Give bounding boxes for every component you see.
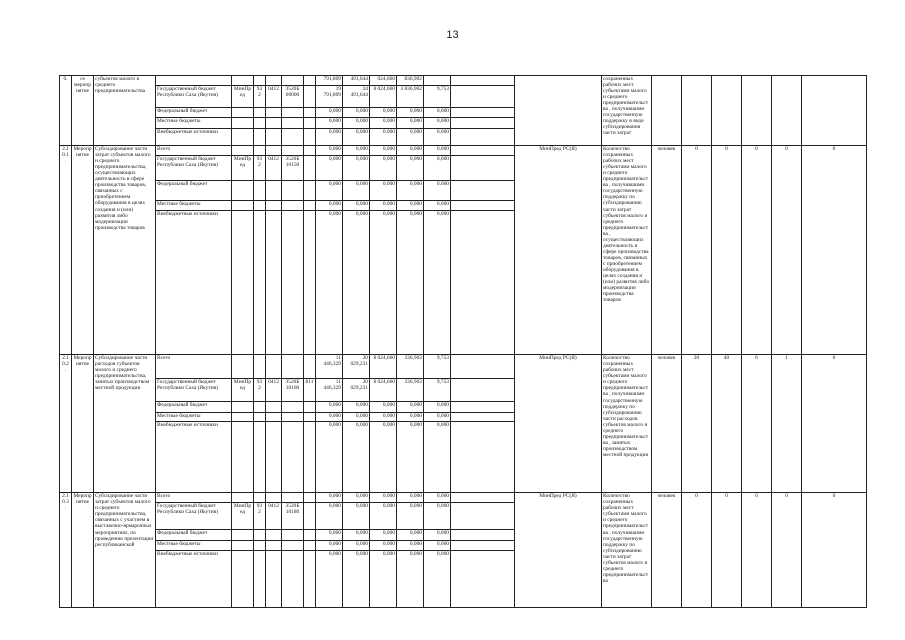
indicator-target: 30 [682, 355, 712, 493]
code-cell [232, 107, 254, 118]
funding-value: 0,000 [424, 412, 451, 422]
row-number: 2.1 0.2 . [60, 355, 72, 493]
code-cell [266, 107, 282, 118]
code-cell [232, 550, 254, 607]
code-cell [254, 201, 266, 211]
funding-value: 0,000 [370, 155, 397, 180]
funding-source: Внебюджетные источники [156, 129, 232, 146]
indicator-target: 1 [772, 355, 802, 493]
funding-value: 0,000 [370, 118, 397, 129]
code-cell [304, 493, 316, 503]
code-cell [232, 118, 254, 129]
funding-value: 0,000 [343, 530, 370, 541]
code-cell [304, 412, 316, 422]
funding-value: 0,000 [397, 155, 424, 180]
funding-source: Внебюджетные источники [156, 550, 232, 607]
funding-value [451, 355, 515, 378]
code-cell [304, 550, 316, 607]
funding-value: 0,000 [397, 210, 424, 354]
funding-value: 9,753 [424, 378, 451, 401]
code-cell [254, 422, 266, 493]
funding-value: 0,000 [397, 181, 424, 201]
funding-value: 0,000 [424, 530, 451, 541]
code-cell [304, 146, 316, 156]
indicator-target: 0 [772, 493, 802, 608]
funding-source: Государственный бюджет Республики Саха (Якутия) [156, 378, 232, 401]
funding-value: 0,000 [424, 181, 451, 201]
code-cell [282, 146, 304, 156]
funding-source: Федеральный бюджет [156, 401, 232, 412]
funding-value [451, 129, 515, 146]
indicator-target: 40 [712, 355, 742, 493]
code-cell [282, 201, 304, 211]
code-cell [304, 210, 316, 354]
code-cell [304, 530, 316, 541]
funding-value: 336,902 [397, 378, 424, 401]
code-cell [254, 76, 266, 86]
funding-value: 0,000 [424, 129, 451, 146]
code-cell [304, 181, 316, 201]
pr-code: 0412 [266, 85, 282, 107]
funding-value: 0,000 [397, 540, 424, 550]
funding-value: 0,000 [397, 412, 424, 422]
funding-value: 0,000 [343, 540, 370, 550]
code-cell [304, 107, 316, 118]
code-cell [282, 530, 304, 541]
funding-source: Федеральный бюджет [156, 530, 232, 541]
funding-value [451, 378, 515, 401]
code-cell [232, 76, 254, 86]
funding-value: 0,000 [343, 155, 370, 180]
executor [515, 76, 602, 146]
code-cell [232, 540, 254, 550]
indicator-target [772, 76, 802, 146]
code-cell [254, 493, 266, 503]
indicator-name: Количество сохраненных рабочих мест субъектами малого и среднего предпринимательства , получившими государственную поддержку по субсидированию части затрат субъектов малого и среднего предпринимательства , осуществляющих деятельность в сфере производства товаров, связанных с приобретением оборудования в целях создания и (или) развития либо модернизации производства товаров [602, 146, 652, 355]
funding-value: 0,000 [316, 129, 343, 146]
code-cell [266, 201, 282, 211]
funding-value: 0,000 [316, 401, 343, 412]
code-cell [232, 412, 254, 422]
code-cell [282, 76, 304, 86]
funding-source: Всего [156, 493, 232, 503]
funding-source: Местные бюджеты [156, 540, 232, 550]
funding-value: 8 024,660 [370, 85, 397, 107]
measure-type: Мероприятие [72, 493, 94, 608]
indicator-target: 0 [682, 146, 712, 355]
indicator-target [712, 76, 742, 146]
funding-value [451, 550, 515, 607]
funding-value: 0,000 [316, 107, 343, 118]
row-number: 2.1 0.1 . [60, 146, 72, 355]
indicator-target: 0 [772, 146, 802, 355]
indicator-target: 6 [742, 355, 772, 493]
measure-name: Субсидирование части затрат субъектов малого и среднего предпринимательства, связанных с участием в выставочно-ярмарочных мероприятиях, по проведению презентации республиканской [94, 493, 156, 608]
funding-value: 0,000 [316, 550, 343, 607]
funding-value [451, 210, 515, 354]
code-cell [304, 118, 316, 129]
code-cell [254, 107, 266, 118]
funding-value: 0,000 [424, 201, 451, 211]
table-row [60, 493, 867, 503]
funding-value: 3 836,902 [397, 85, 424, 107]
funding-value [451, 85, 515, 107]
funding-value [451, 107, 515, 118]
code-cell [304, 422, 316, 493]
funding-value: 0,000 [424, 493, 451, 503]
funding-value: 0,000 [370, 201, 397, 211]
funding-value: 8 024,660 [370, 378, 397, 401]
funding-value: 0,000 [316, 422, 343, 493]
code-cell [232, 422, 254, 493]
vr-code [304, 155, 316, 180]
funding-value: 0,000 [397, 422, 424, 493]
code-cell [232, 401, 254, 412]
funding-value: 0,000 [397, 550, 424, 607]
code-cell [254, 118, 266, 129]
code-cell [232, 210, 254, 354]
indicator-name: Количество сохраненных рабочих мест субъектами малого и среднего предпринимательства , получившими государственную поддержку по субсидированию части затрат субъектов малого и среднего предпринимательства [602, 493, 652, 608]
code-cell [282, 422, 304, 493]
funding-value: 0,000 [316, 210, 343, 354]
funding-source: Внебюджетные источники [156, 210, 232, 354]
funding-value: 0,000 [397, 146, 424, 156]
grbs-code: МинПред [232, 85, 254, 107]
indicator-name: сохраненных рабочих мест субъектами малого и среднего предпринимательства , получившими государственную поддержку в виде субсидирования части затрат [602, 76, 652, 146]
funding-value: 8 024,660 [370, 355, 397, 378]
funding-value: 0,000 [343, 401, 370, 412]
funding-value: 0,000 [316, 502, 343, 530]
indicator-unit: человек [652, 355, 682, 493]
funding-value: 024,660 [370, 76, 397, 86]
funding-value: 0,000 [397, 530, 424, 541]
code-cell [304, 76, 316, 86]
funding-value: 0,000 [343, 181, 370, 201]
indicator-target: 0 [802, 355, 867, 493]
funding-value: 0,000 [424, 401, 451, 412]
code-cell [232, 146, 254, 156]
funding-source: Всего [156, 146, 232, 156]
code-cell [282, 355, 304, 378]
code-cell [304, 540, 316, 550]
executor: МинПред РС(Я) [515, 146, 602, 355]
vr-code [304, 502, 316, 530]
indicator-target: 0 [742, 493, 772, 608]
funding-value: 0,000 [370, 540, 397, 550]
table-row [60, 146, 867, 156]
rz-code: 93 2 [254, 502, 266, 530]
funding-value: 9,753 [424, 85, 451, 107]
funding-value: 0,000 [397, 107, 424, 118]
funding-source: Местные бюджеты [156, 412, 232, 422]
pr-code: 0412 [266, 155, 282, 180]
program-budget-table [59, 75, 867, 608]
funding-value: 0,000 [424, 146, 451, 156]
funding-value: 0,000 [370, 422, 397, 493]
funding-value [451, 540, 515, 550]
code-cell [254, 181, 266, 201]
funding-value: 0,000 [370, 181, 397, 201]
funding-value: 0,000 [397, 201, 424, 211]
funding-value: 11 446,329 [316, 355, 343, 378]
code-cell [254, 146, 266, 156]
funding-value: 0,000 [343, 502, 370, 530]
indicator-unit: человек [652, 146, 682, 355]
code-cell [282, 401, 304, 412]
code-cell [282, 129, 304, 146]
funding-value: 0,000 [343, 550, 370, 607]
measure-name: субъектов малого и среднего предпринимательства [94, 76, 156, 146]
funding-value: 0,000 [343, 201, 370, 211]
funding-value: 0,000 [316, 155, 343, 180]
funding-value [451, 76, 515, 86]
measure-name: Субсидирование части расходов субъектов малого и среднего предпринимательства, занятых производством местной продукции [94, 355, 156, 493]
indicator-target [682, 76, 712, 146]
table-row [60, 76, 867, 86]
funding-source [156, 76, 232, 86]
grbs-code: МинПред [232, 155, 254, 180]
funding-value [451, 118, 515, 129]
code-cell [266, 129, 282, 146]
pr-code: 0412 [266, 378, 282, 401]
grbs-code: МинПред [232, 378, 254, 401]
funding-value: 0,000 [424, 540, 451, 550]
funding-value: 0,000 [370, 502, 397, 530]
rz-code: 93 2 [254, 378, 266, 401]
code-cell [266, 401, 282, 412]
funding-value: 0,000 [370, 401, 397, 412]
funding-value: 0,000 [424, 550, 451, 607]
funding-value: 11 446,329 [316, 378, 343, 401]
funding-value: 0,000 [370, 493, 397, 503]
funding-value: 0,000 [370, 550, 397, 607]
funding-value: 0,000 [343, 146, 370, 156]
code-cell [304, 401, 316, 412]
executor: МинПред РС(Я) [515, 493, 602, 608]
code-cell [254, 355, 266, 378]
funding-value: 0,000 [343, 129, 370, 146]
page-number: 13 [446, 29, 459, 41]
funding-value: 0,000 [370, 210, 397, 354]
funding-value: 0,000 [370, 530, 397, 541]
indicator-target: 0 [742, 146, 772, 355]
measure-type: Мероприятие [72, 355, 94, 493]
indicator-target: 0 [802, 146, 867, 355]
code-cell [254, 210, 266, 354]
funding-value: 0,000 [370, 129, 397, 146]
funding-value: 0,000 [343, 493, 370, 503]
code-cell [266, 540, 282, 550]
funding-value: 0,000 [397, 129, 424, 146]
funding-value: 791,809 [316, 76, 343, 86]
code-cell [282, 210, 304, 354]
funding-source: Государственный бюджет Республики Саха (Якутия) [156, 155, 232, 180]
csr-code: 3520Б 10180 [282, 502, 304, 530]
indicator-name: Количество сохраненных рабочих мест субъектами малого и среднего предпринимательства , получившими государственную поддержку по субсидированию части расходов субъектов малого и среднего предпринимательства , занятых производством местной продукции [602, 355, 652, 493]
code-cell [266, 146, 282, 156]
executor: МинПред РС(Я) [515, 355, 602, 493]
code-cell [304, 201, 316, 211]
code-cell [304, 129, 316, 146]
funding-value: 0,000 [370, 412, 397, 422]
funding-value: 491,644 [343, 76, 370, 86]
csr-code: 3520Б 00000 [282, 85, 304, 107]
code-cell [282, 412, 304, 422]
code-cell [266, 550, 282, 607]
funding-value: 20 029,231 [343, 378, 370, 401]
funding-value: 0,000 [424, 502, 451, 530]
code-cell [266, 422, 282, 493]
funding-value [451, 412, 515, 422]
funding-value: 0,000 [316, 201, 343, 211]
indicator-target [742, 76, 772, 146]
funding-value: 0,000 [343, 422, 370, 493]
grbs-code: МинПред [232, 502, 254, 530]
code-cell [232, 201, 254, 211]
funding-value [451, 201, 515, 211]
measure-type: Мероприятие [72, 146, 94, 355]
code-cell [282, 540, 304, 550]
code-cell [254, 540, 266, 550]
code-cell [266, 530, 282, 541]
funding-value [451, 401, 515, 412]
funding-value: 336,902 [397, 355, 424, 378]
funding-value: 0,000 [397, 502, 424, 530]
funding-value: 0,000 [424, 107, 451, 118]
measure-type: се мероприятие [72, 76, 94, 146]
code-cell [282, 493, 304, 503]
code-cell [254, 412, 266, 422]
rz-code: 93 2 [254, 155, 266, 180]
code-cell [232, 129, 254, 146]
csr-code: 3520Б 10160 [282, 378, 304, 401]
vr-code: 811 [304, 378, 316, 401]
funding-value: 0,000 [316, 181, 343, 201]
pr-code: 0412 [266, 502, 282, 530]
funding-value: 0,000 [343, 210, 370, 354]
funding-value: 0,000 [316, 146, 343, 156]
code-cell [254, 530, 266, 541]
row-number: 2.1 0.3 . [60, 493, 72, 608]
code-cell [282, 118, 304, 129]
funding-source: Федеральный бюджет [156, 181, 232, 201]
funding-value [451, 155, 515, 180]
funding-value: 20 029,231 [343, 355, 370, 378]
funding-value: 0,000 [370, 146, 397, 156]
funding-value: 0,000 [370, 107, 397, 118]
code-cell [232, 355, 254, 378]
code-cell [266, 493, 282, 503]
code-cell [282, 550, 304, 607]
code-cell [232, 181, 254, 201]
funding-source: Государственный бюджет Республики Саха (Якутия) [156, 85, 232, 107]
funding-value [451, 146, 515, 156]
funding-value [451, 502, 515, 530]
funding-value: 0,000 [316, 530, 343, 541]
funding-value: 0,000 [316, 493, 343, 503]
code-cell [254, 550, 266, 607]
indicator-unit [652, 76, 682, 146]
funding-value: 0,000 [316, 412, 343, 422]
funding-source: Внебюджетные источники [156, 422, 232, 493]
indicator-target [802, 76, 867, 146]
indicator-target: 0 [682, 493, 712, 608]
funding-source: Всего [156, 355, 232, 378]
funding-value: 0,000 [424, 210, 451, 354]
indicator-target: 0 [712, 146, 742, 355]
funding-value [451, 530, 515, 541]
code-cell [266, 355, 282, 378]
funding-value: 0,000 [424, 422, 451, 493]
funding-value: 0,000 [397, 118, 424, 129]
code-cell [266, 181, 282, 201]
code-cell [266, 118, 282, 129]
code-cell [232, 493, 254, 503]
funding-value: 836,902 [397, 76, 424, 86]
funding-value: 9,753 [424, 355, 451, 378]
row-number: 0. [60, 76, 72, 146]
csr-code: 3520Б 10150 [282, 155, 304, 180]
code-cell [282, 181, 304, 201]
funding-value: 24 491,644 [343, 85, 370, 107]
indicator-target: 0 [802, 493, 867, 608]
funding-value [451, 181, 515, 201]
funding-value: 0,000 [397, 493, 424, 503]
funding-value: 0,000 [316, 540, 343, 550]
code-cell [304, 355, 316, 378]
budget-table-body [60, 76, 867, 608]
table-row [60, 355, 867, 378]
funding-value: 19 791,809 [316, 85, 343, 107]
funding-value: 0,000 [343, 412, 370, 422]
code-cell [282, 107, 304, 118]
code-cell [254, 401, 266, 412]
funding-value [451, 493, 515, 503]
funding-source: Федеральный бюджет [156, 107, 232, 118]
funding-value: 0,000 [316, 118, 343, 129]
indicator-target: 0 [712, 493, 742, 608]
code-cell [254, 129, 266, 146]
funding-value: 0,000 [397, 401, 424, 412]
rz-code: 93 2 [254, 85, 266, 107]
code-cell [232, 530, 254, 541]
funding-value [424, 76, 451, 86]
measure-name: Субсидирование части затрат субъектов малого и среднего предпринимательства, осуществляющих деятельность в сфере производства товаров, связанных с приобретением оборудования в целях создания и (или) развития либо модернизации производства товаров [94, 146, 156, 355]
vr-code [304, 85, 316, 107]
funding-source: Местные бюджеты [156, 118, 232, 129]
code-cell [266, 76, 282, 86]
funding-value: 0,000 [343, 118, 370, 129]
indicator-unit: человек [652, 493, 682, 608]
code-cell [266, 412, 282, 422]
funding-value: 0,000 [424, 155, 451, 180]
funding-value: 0,000 [343, 107, 370, 118]
funding-source: Государственный бюджет Республики Саха (Якутия) [156, 502, 232, 530]
code-cell [266, 210, 282, 354]
funding-value: 0,000 [424, 118, 451, 129]
funding-source: Местные бюджеты [156, 201, 232, 211]
funding-value [451, 422, 515, 493]
